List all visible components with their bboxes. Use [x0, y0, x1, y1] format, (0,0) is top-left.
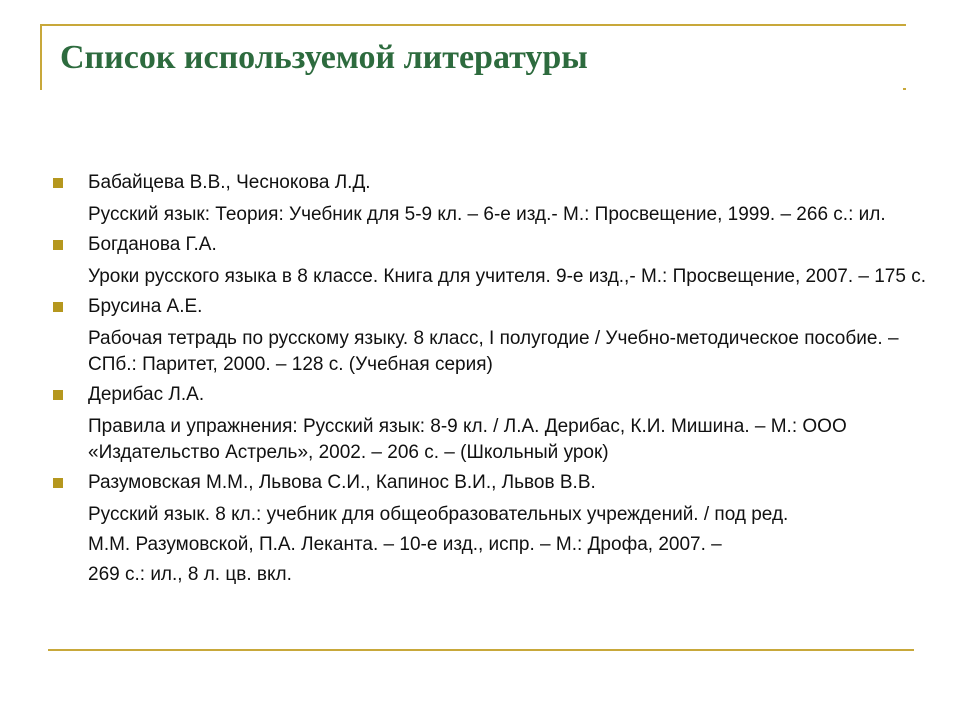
- reference-item: [48, 294, 928, 378]
- reference-details: Рабочая тетрадь по русскому языку. 8 класс, I полугодие / Учебно-методическое пособие. – СПб.: Паритет, 2000. – 128 с. (Учебная серия): [88, 328, 899, 375]
- reference-details-line: Русский язык. 8 кл.: учебник для общеобразовательных учреждений. / под ред.: [88, 504, 789, 525]
- reference-author: Богданова Г.А.: [88, 234, 217, 255]
- reference-details: Русский язык: Теория: Учебник для 5-9 кл. – 6-е изд.- М.: Просвещение, 1999. – 266 с.: ил.: [88, 204, 886, 225]
- reference-details: Уроки русского языка в 8 классе. Книга для учителя. 9-е изд.,- М.: Просвещение, 2007. – 175 с.: [88, 266, 926, 287]
- reference-author-row: [48, 382, 928, 408]
- square-bullet-icon: [53, 178, 63, 188]
- reference-details-line: М.М. Разумовской, П.А. Леканта. – 10-е изд., испр. – М.: Дрофа, 2007. –: [88, 534, 722, 555]
- reference-item: [48, 470, 928, 588]
- reference-author: Дерибас Л.А.: [88, 384, 205, 405]
- square-bullet-icon: [53, 478, 63, 488]
- reference-author: Разумовская М.М., Львова С.И., Капинос В.И., Львов В.В.: [88, 472, 596, 493]
- reference-details: Правила и упражнения: Русский язык: 8-9 кл. / Л.А. Дерибас, К.И. Мишина. – М.: ООО «Издательство Астрель», 2002. – 206 с. – (Школьный урок): [88, 416, 847, 463]
- reference-author-row: [48, 294, 928, 320]
- reference-list: [48, 170, 928, 592]
- reference-item: [48, 170, 928, 228]
- reference-author-row: [48, 232, 928, 258]
- bottom-frame-line: [48, 649, 914, 651]
- top-frame-line: [40, 24, 906, 26]
- slide-title: Список используемой литературы: [60, 39, 588, 76]
- reference-author-row: [48, 470, 928, 496]
- reference-details-line: 269 с.: ил., 8 л. цв. вкл.: [88, 564, 292, 585]
- reference-item: [48, 232, 928, 290]
- left-frame-line: [40, 24, 42, 90]
- reference-author-row: [48, 170, 928, 196]
- frame-corner-mark: [903, 88, 906, 90]
- square-bullet-icon: [53, 240, 63, 250]
- reference-author: Брусина А.Е.: [88, 296, 203, 317]
- reference-item: [48, 382, 928, 466]
- reference-author: Бабайцева В.В., Чеснокова Л.Д.: [88, 172, 371, 193]
- square-bullet-icon: [53, 302, 63, 312]
- square-bullet-icon: [53, 390, 63, 400]
